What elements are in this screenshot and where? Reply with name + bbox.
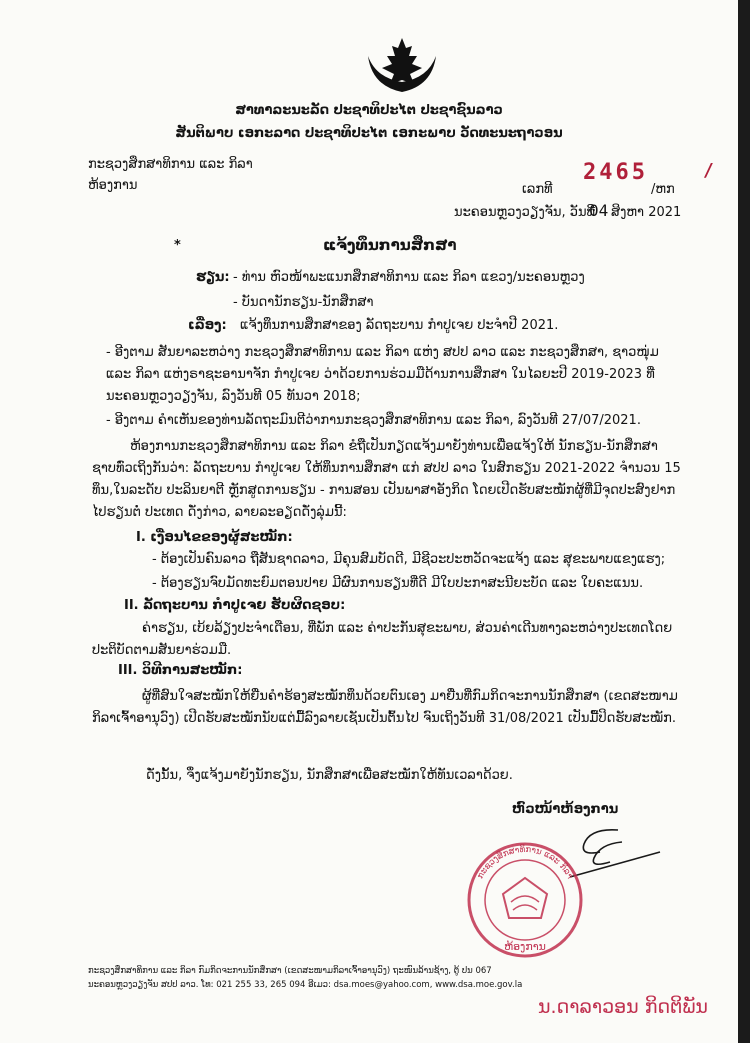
ref-label: ເລກທີ bbox=[522, 182, 553, 197]
subject-label: ເລື່ອງ: bbox=[188, 318, 227, 333]
national-emblem-icon bbox=[362, 34, 442, 96]
reference-1: - ອີງຕາມ ສັນຍາລະຫວ່າງ ກະຊວງສຶກສາທິການ ແລະ ກິລາ ແຫ່ງ ສປປ ລາວ ແລະ ກະຊວງສຶກສາ, ຊາວໜຸ່ມ ແລະ ກິລາ ແຫ່ງຣາຊະອານາຈັກ ກຳປູເຈຍ ວ່າດ້ວຍການຮ່ວມມືດ້ານການສຶກສາ ໃນໄລຍະປີ 2019-2023 ທີ່ ນະຄອນຫຼວງວຽງຈັນ, ລົງວັນທີ 05 ທັນວາ 2018; bbox=[106, 345, 659, 404]
intro-paragraph: ຫ້ອງການກະຊວງສຶກສາທິການ ແລະ ກິລາ ຂໍຖືເປັນກຽດແຈ້ງມາຍັງທ່ານເພື່ອແຈ້ງໃຫ້ ນັກຮຽນ-ນັກສຶກສາ ຊາບທົ່ວເຖິງກັນວ່າ: ລັດຖະບານ ກຳປູເຈຍ ໃຫ້ທຶນການສຶກສາ ແກ່ ສປປ ລາວ ໃນສົກຮຽນ 2021-2022 ຈຳນວນ 15 ທຶນ,ໃນລະດັບ ປະລິນຍາຕີ ຫຼັກສູດການຮຽນ - ການສອນ ເປັນພາສາອັງກິດ ໂດຍເປີດຮັບສະໝັກຜູ້ທີ່ມີຈຸດປະສົງຢາກໄປຮຽນຕໍ່ ປະເທດ ດັ່ງກ່າວ, ລາຍລະອຽດດັ່ງລຸ່ມນີ້: bbox=[92, 439, 681, 520]
signatory-name: ນ.ດາລາວອນ ກິດຕິພັນ bbox=[538, 996, 708, 1018]
section-2-text: ຄ່າຮຽນ, ເບ້ຍລ້ຽງປະຈຳເດືອນ, ທີ່ພັກ ແລະ ຄ່າປະກັນສຸຂະພາບ, ສ່ວນຄ່າເດີນທາງລະຫວ່າງປະເທດໂດຍປະຕິບັດຕາມສັນຍາຮ່ວມມື. bbox=[92, 621, 673, 658]
ref-suffix: /ຫກ bbox=[651, 182, 675, 197]
signature-title: ຫົວໜ້າຫ້ອງການ bbox=[512, 802, 619, 817]
official-stamp-icon bbox=[455, 838, 595, 963]
to-label: ຮຽນ: bbox=[196, 270, 230, 285]
date-prefix: ນະຄອນຫຼວງວຽງຈັນ, ວັນທີ bbox=[454, 205, 596, 220]
stamp-bottom-text: ຫ້ອງການ bbox=[504, 940, 546, 953]
subject-text: ແຈ້ງທຶນການສຶກສາຂອງ ລັດຖະບານ ກຳປູເຈຍ ປະຈຳປີ 2021. bbox=[240, 318, 559, 333]
sender-office: ຫ້ອງການ bbox=[88, 178, 138, 193]
date-suffix: ສິງຫາ 2021 bbox=[611, 205, 682, 220]
star-mark: * bbox=[174, 238, 181, 253]
header-line-1: ສາທາລະນະລັດ ປະຊາທິປະໄຕ ປະຊາຊົນລາວ bbox=[235, 103, 503, 118]
ref-number: 2465 bbox=[583, 160, 648, 185]
svg-text:ກະຊວງສຶກສາທິການ ແລະ ກິລາ bbox=[475, 844, 574, 881]
section-1-item-1: - ຕ້ອງເປັນຄົນລາວ ຖືສັນຊາດລາວ, ມີຄຸນສົມບັດດີ, ມີຊີວະປະຫວັດຈະແຈ້ງ ແລະ ສຸຂະພາບແຂງແຮງ; bbox=[152, 552, 666, 567]
sender-ministry: ກະຊວງສຶກສາທິການ ແລະ ກິລາ bbox=[88, 157, 253, 172]
section-3-title: III. ວິທີການສະໝັກ: bbox=[118, 663, 243, 678]
to-item-2: - ບັນດານັກຮຽນ-ນັກສຶກສາ bbox=[233, 295, 374, 310]
header-line-2: ສັນຕິພາບ ເອກະລາດ ປະຊາທິປະໄຕ ເອກະພາບ ວັດທະນະຖາວອນ bbox=[175, 126, 563, 141]
section-2-title: II. ລັດຖະບານ ກຳປູເຈຍ ຮັບຜິດຊອບ: bbox=[124, 598, 346, 613]
reference-2: - ອີງຕາມ ຄຳເຫັນຂອງທ່ານລັດຖະມົນຕີວ່າການກະຊວງສຶກສາທິການ ແລະ ກິລາ, ລົງວັນທີ 27/07/2021. bbox=[106, 413, 641, 428]
footer-line-1: ກະຊວງສຶກສາທິການ ແລະ ກິລາ ກົມກິດຈະການນັກສຶກສາ (ເຂດສະໜາມກິລາເຈົ້າອານຸວົງ) ຖະໜົນລ້ານຊ້າງ, ຕູ້ ປນ 067 bbox=[88, 966, 492, 976]
ref-mark: / bbox=[703, 160, 714, 181]
date-day: 04 bbox=[589, 201, 609, 220]
document-title: ແຈ້ງທຶນການສຶກສາ bbox=[323, 236, 457, 254]
section-1-item-2: - ຕ້ອງຮຽນຈົບມັດທະຍົມຕອນປາຍ ມີຜົນການຮຽນທີ່ດີ ມີໃບປະກາສະນີຍະບັດ ແລະ ໃບຄະແນນ. bbox=[152, 576, 644, 591]
footer-line-2: ນະຄອນຫຼວງວຽງຈັນ ສປປ ລາວ. ໂທ: 021 255 33, 265 094 ອີເມວ: dsa.moes@yahoo.com, www.dsa.moe.gov.la bbox=[88, 980, 523, 990]
to-item-1: - ທ່ານ ຫົວໜ້າພະແນກສຶກສາທິການ ແລະ ກິລາ ແຂວງ/ນະຄອນຫຼວງ bbox=[233, 270, 585, 285]
closing-text: ດັ່ງນັ້ນ, ຈຶ່ງແຈ້ງມາຍັງນັກຮຽນ, ນັກສຶກສາເພື່ອສະໝັກໃຫ້ທັນເວລາດ້ວຍ. bbox=[146, 768, 513, 783]
section-3-text: ຜູ້ທີ່ສົນໃຈສະໝັກໃຫ້ຍື່ນຄຳຮ້ອງສະໝັກທຶນດ້ວຍຕົນເອງ ມາຍື່ນທີ່ກົມກິດຈະການນັກສຶກສາ (ເຂດສະໜາມກິລາເຈົ້າອານຸວົງ) ເປີດຮັບສະໝັກນັບແຕ່ມື້ລົງລາຍເຊັນເປັນຕົ້ນໄປ ຈົນເຖິງວັນທີ 31/08/2021 ເປັນມື້ປິດຮັບສະໝັກ. bbox=[92, 689, 678, 726]
stamp-top-text: ກະຊວງສຶກສາທິການ ແລະ ກິລາ bbox=[475, 844, 575, 881]
section-1-title: I. ເງື່ອນໄຂຂອງຜູ້ສະໝັກ: bbox=[136, 530, 293, 545]
